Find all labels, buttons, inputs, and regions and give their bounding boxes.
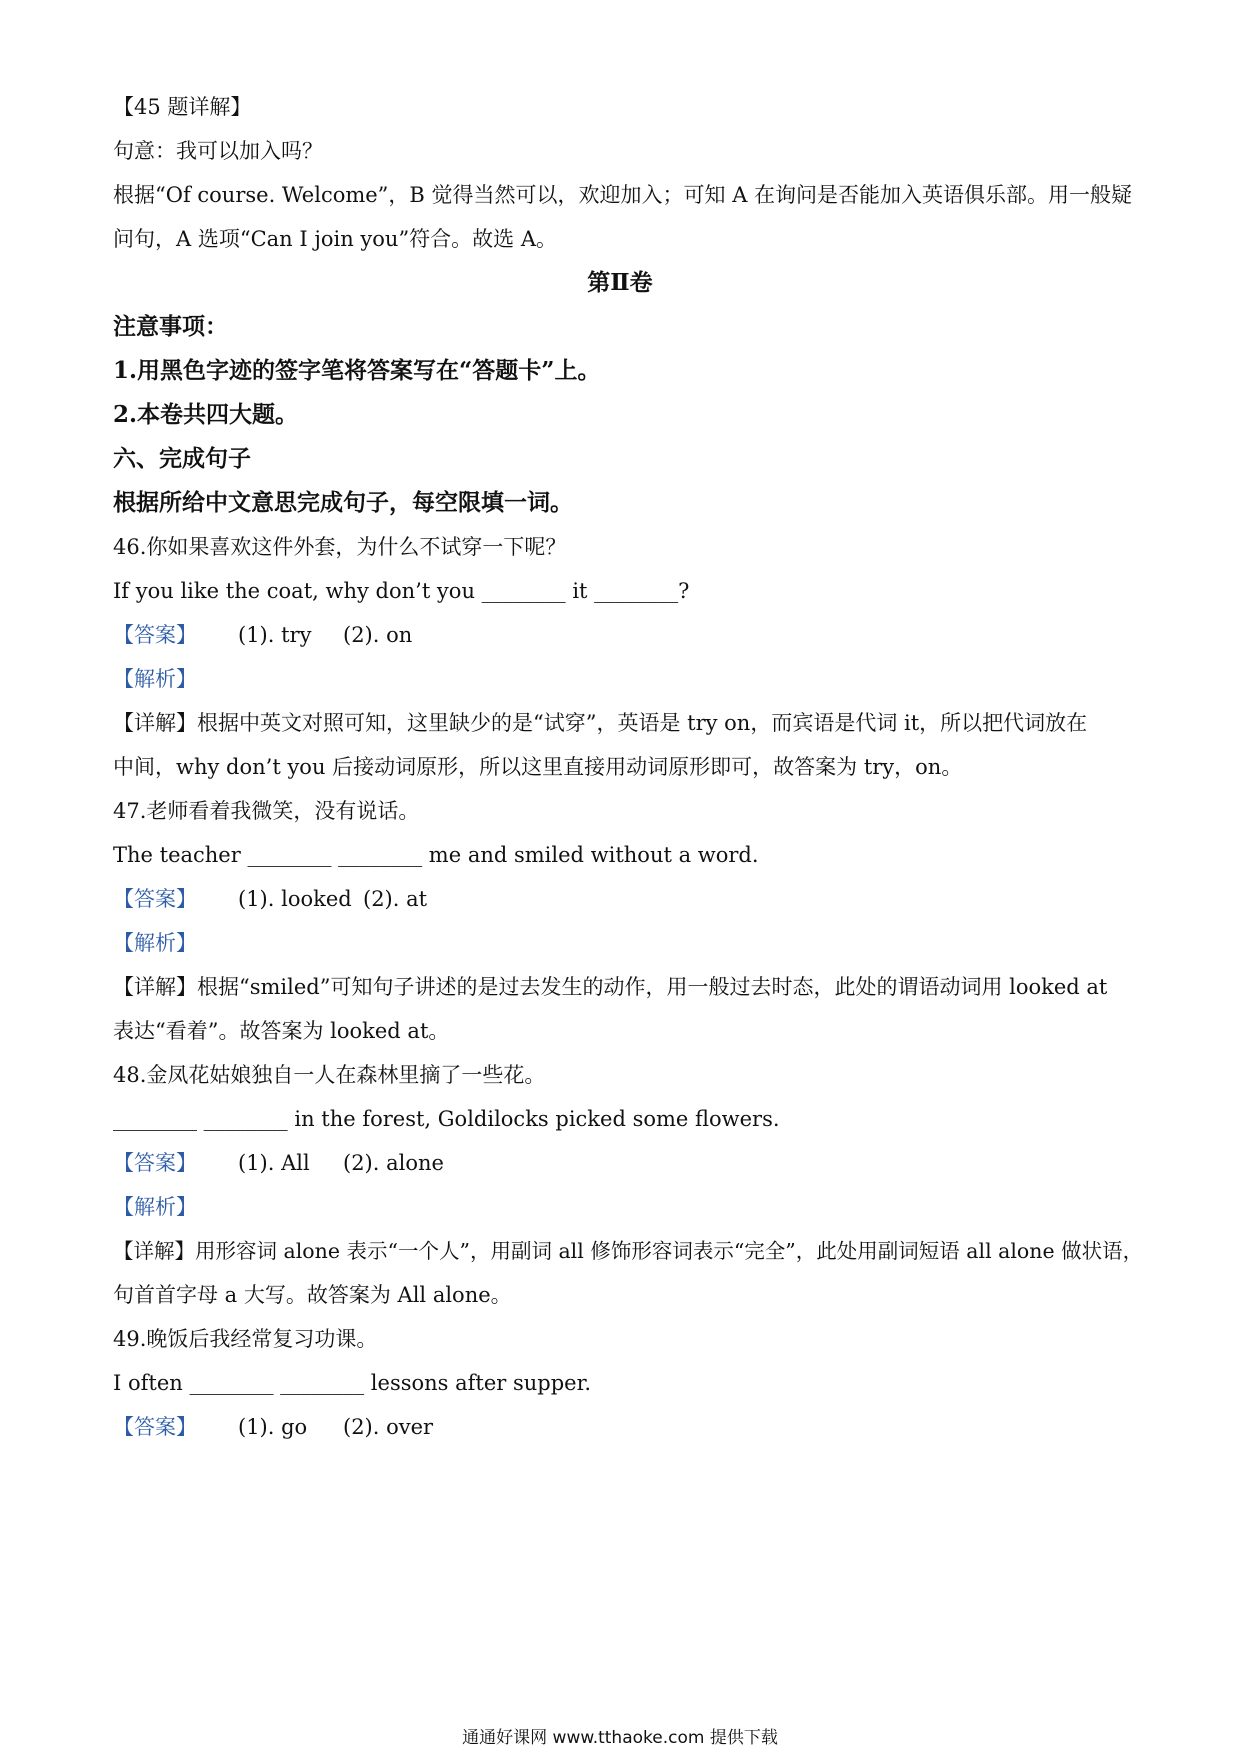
q47-english: The teacher ________ ________ me and smiled without a word. bbox=[113, 843, 759, 867]
q48-detail-line2: 句首首字母 a 大写。故答案为 All alone。 bbox=[113, 1283, 512, 1307]
q47-detail-line2: 表达“看着”。故答案为 looked at。 bbox=[113, 1019, 450, 1043]
q47-answer-row bbox=[113, 884, 1140, 914]
section-title: 第Ⅱ卷 bbox=[587, 269, 653, 296]
q45-explanation-line1: 根据“Of course. Welcome”，B 觉得当然可以，欢迎加入；可知 A 在询问是否能加入英语俱乐部。用一般疑 bbox=[113, 183, 1133, 207]
q46-detail-line1: 【详解】根据中英文对照可知，这里缺少的是“试穿”，英语是 try on，而宾语是代词 it，所以把代词放在 bbox=[113, 711, 1088, 735]
notice-item-2: 2.本卷共四大题。 bbox=[113, 401, 299, 428]
answer-tag: 【答案】 bbox=[113, 887, 197, 911]
answer-2: (2). at bbox=[363, 887, 428, 911]
answer-1: (1). All bbox=[238, 1151, 310, 1175]
answer-tag: 【答案】 bbox=[113, 1151, 197, 1175]
q45-heading: 【45 题详解】 bbox=[113, 95, 252, 119]
q46-answer-row bbox=[113, 620, 1140, 650]
q47-analysis-tag: 【解析】 bbox=[113, 931, 197, 955]
page-footer: 通通好课网 www.tthaoke.com 提供下载 bbox=[462, 1728, 778, 1748]
q49-chinese: 49.晚饭后我经常复习功课。 bbox=[113, 1327, 378, 1351]
q49-answer-row bbox=[113, 1412, 1140, 1442]
answer-2: (2). on bbox=[343, 623, 413, 647]
notice-item-1: 1.用黑色字迹的签字笔将答案写在“答题卡”上。 bbox=[113, 357, 601, 384]
q46-detail-line2: 中间，why don’t you 后接动词原形，所以这里直接用动词原形即可，故答案为 try，on。 bbox=[113, 755, 963, 779]
answer-tag: 【答案】 bbox=[113, 623, 197, 647]
answer-1: (1). try bbox=[238, 623, 312, 647]
q48-detail-line1: 【详解】用形容词 alone 表示“一个人”，用副词 all 修饰形容词表示“完全”，此处用副词短语 all alone 做状语， bbox=[113, 1239, 1144, 1263]
answer-2: (2). alone bbox=[343, 1151, 444, 1175]
q47-chinese: 47.老师看着我微笑，没有说话。 bbox=[113, 799, 420, 823]
notice-title: 注意事项： bbox=[113, 313, 228, 340]
q45-explanation-line2: 问句，A 选项“Can I join you”符合。故选 A。 bbox=[113, 227, 558, 251]
q48-chinese: 48.金凤花姑娘独自一人在森林里摘了一些花。 bbox=[113, 1063, 546, 1087]
part-title: 六、完成句子 bbox=[113, 445, 251, 472]
q49-english: I often ________ ________ lessons after supper. bbox=[113, 1371, 592, 1395]
part-instruction: 根据所给中文意思完成句子，每空限填一词。 bbox=[113, 489, 573, 516]
q46-analysis-tag: 【解析】 bbox=[113, 667, 197, 691]
q48-answer-row bbox=[113, 1148, 1140, 1178]
answer-2: (2). over bbox=[343, 1415, 434, 1439]
q45-meaning: 句意：我可以加入吗？ bbox=[113, 139, 323, 163]
answer-tag: 【答案】 bbox=[113, 1415, 197, 1439]
q46-english: If you like the coat, why don’t you ________ it ________? bbox=[113, 579, 690, 603]
q46-chinese: 46.你如果喜欢这件外套，为什么不试穿一下呢？ bbox=[113, 535, 567, 559]
q47-detail-line1: 【详解】根据“smiled”可知句子讲述的是过去发生的动作，用一般过去时态，此处的谓语动词用 looked at bbox=[113, 975, 1108, 999]
q48-analysis-tag: 【解析】 bbox=[113, 1195, 197, 1219]
q48-english: ________ ________ in the forest, Goldilocks picked some flowers. bbox=[113, 1107, 780, 1131]
answer-1: (1). looked bbox=[238, 887, 352, 911]
answer-1: (1). go bbox=[238, 1415, 308, 1439]
